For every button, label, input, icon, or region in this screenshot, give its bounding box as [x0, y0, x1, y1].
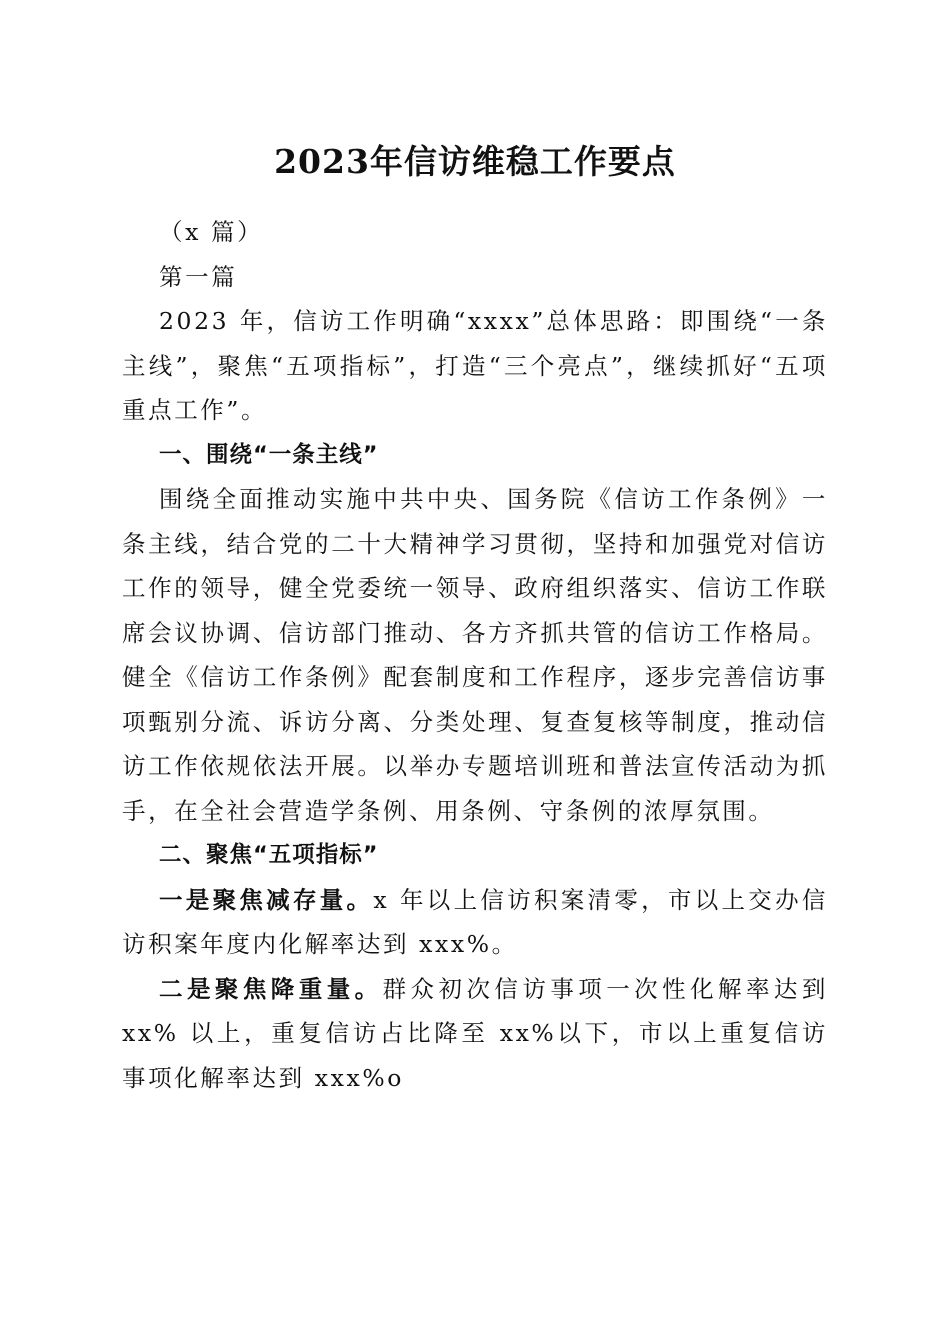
item1-text: x 年以上信访积案清零，市以上交办信访积案年度内化解率达到 xxx%。	[122, 885, 828, 958]
document-body	[122, 210, 828, 1100]
item1-lead: 一是聚焦减存量。	[159, 885, 374, 914]
item2-lead: 二是聚焦降重量。	[159, 974, 383, 1003]
item2-text: 群众初次信访事项一次性化解率达到 xx% 以上，重复信访占比降至 xx%以下，市以上重复信访事项化解率达到 xxx%o	[122, 974, 828, 1092]
section1-paragraph: 围绕全面推动实施中共中央、国务院《信访工作条例》一条主线，结合党的二十大精神学习贯彻，坚持和加强党对信访工作的领导，健全党委统一领导、政府组织落实、信访工作联席会议协调、信访部门推动、各方齐抓共管的信访工作格局。健全《信访工作条例》配套制度和工作程序，逐步完善信访事项甄别分流、诉访分离、分类处理、复查复核等制度，推动信访工作依规依法开展。以举办专题培训班和普法宣传活动为抓手，在全社会营造学条例、用条例、守条例的浓厚氛围。	[122, 485, 828, 825]
section2-heading: 二、聚焦“五项指标”	[159, 842, 379, 868]
section1-heading: 一、围绕“一条主线”	[159, 441, 379, 468]
part-label: 第一篇	[159, 262, 238, 291]
document-title: 2023年信访维稳工作要点	[274, 142, 676, 181]
section2-item2	[122, 967, 828, 1101]
intro-paragraph: 2023 年，信访工作明确“xxxx”总体思路：即围绕“一条主线”，聚焦“五项指标”，打造“三个亮点”，继续抓好“五项重点工作”。	[122, 307, 828, 424]
section2-item1	[122, 878, 828, 967]
count-note: （x 篇）	[159, 218, 264, 246]
